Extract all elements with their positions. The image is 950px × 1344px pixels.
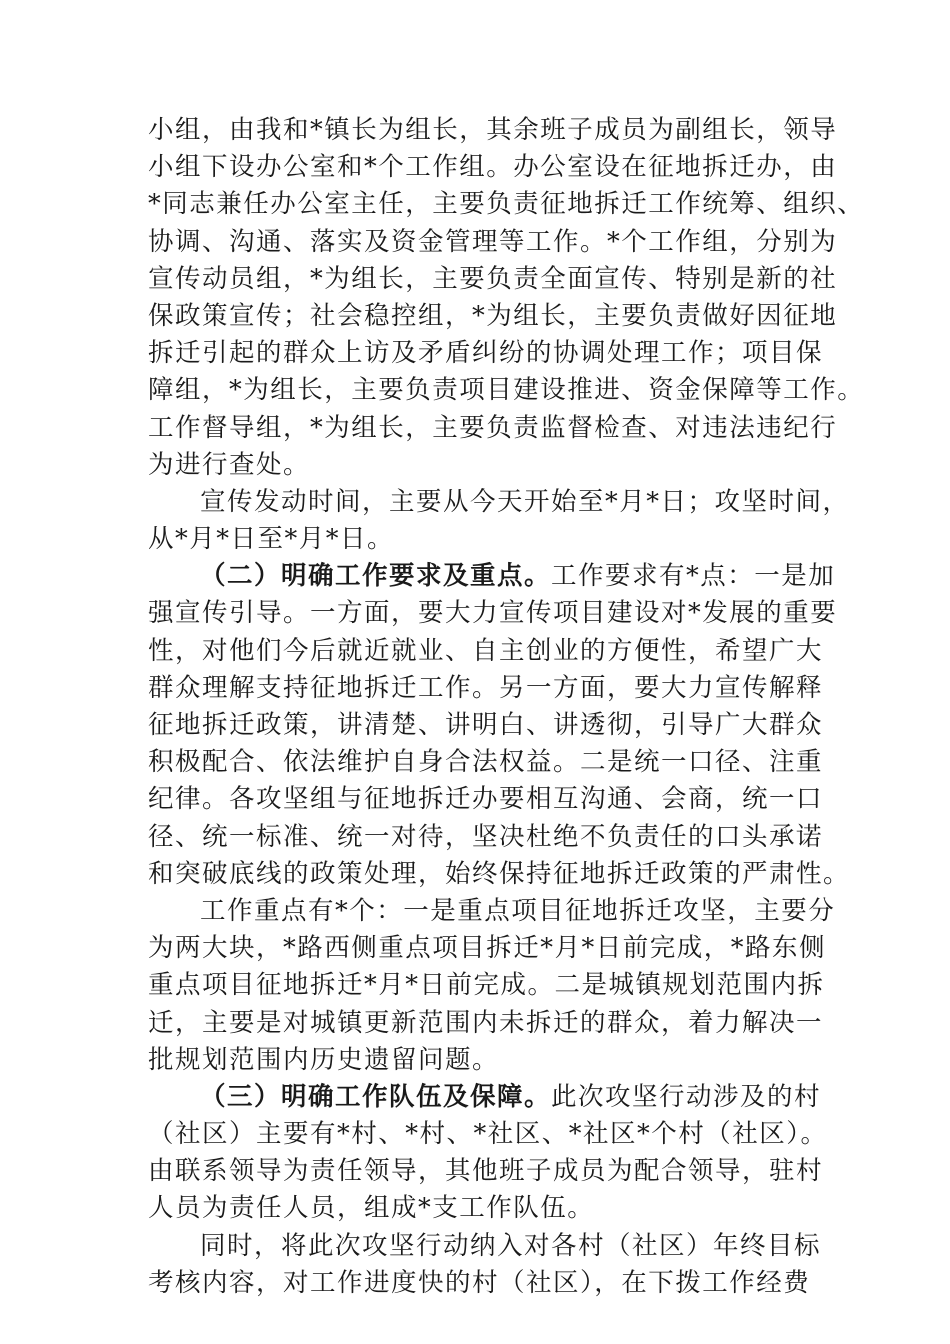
text-line: 重点项目征地拆迁*月*日前完成。二是城镇规划范围内拆 [148,970,825,1001]
text-line: 强宣传引导。一方面，要大力宣传项目建设对*发展的重要 [148,598,838,629]
text-line: 性，对他们今后就近就业、自主创业的方便性，希望广大 [148,635,824,666]
text-line [148,558,836,595]
paragraph-team [148,1079,828,1228]
document-body [148,112,865,1302]
text-line: （社区）主要有*村、*村、*社区、*社区*个村（社区）。 [148,1119,828,1150]
text-line: 保政策宣传；社会稳控组，*为组长，主要负责做好因征地 [148,300,838,331]
text-line: 考核内容，对工作进度快的村（社区），在下拨工作经费 [148,1267,811,1298]
text-line: 宣传发动时间，主要从今天开始至*月*日；攻坚时间， [200,486,850,517]
text-line: 宣传动员组，*为组长，主要负责全面宣传、特别是新的社 [148,263,838,294]
text-line: 积极配合、依法维护自身合法权益。二是统一口径、注重 [148,747,824,778]
text-line [148,1079,822,1116]
text-line: 径、统一标准、统一对待，坚决杜绝不负责任的口头承诺 [148,821,824,852]
text-line: 征地拆迁政策，讲清楚、讲明白、讲透彻，引导广大群众 [148,710,824,740]
text-line: 同时，将此次攻坚行动纳入对各村（社区）年终目标 [200,1230,822,1261]
text-line: 工作督导组，*为组长，主要负责监督检查、对违法违纪行 [148,412,838,443]
text-line: 从*月*日至*月*日。 [148,524,395,555]
text-run: 此次攻坚行动涉及的村 [551,1081,822,1112]
text-line: 协调、沟通、落实及资金管理等工作。*个工作组，分别为 [148,226,838,257]
text-line: *同志兼任办公室主任，主要负责征地拆迁工作统筹、组织、 [148,189,865,220]
text-line: 和突破底线的政策处理，始终保持征地拆迁政策的严肃性。 [148,858,851,889]
paragraph-assessment [148,1228,822,1302]
text-line: 批规划范围内历史遗留问题。 [148,1044,500,1075]
text-line: 人员为责任人员，组成*支工作队伍。 [148,1193,595,1224]
paragraph-timeline [148,484,850,558]
text-line: 纪律。各攻坚组与征地拆迁办要相互沟通、会商，统一口 [148,784,824,815]
text-line: 拆迁引起的群众上访及矛盾纠纷的协调处理工作；项目保 [148,338,824,369]
section-heading: （二）明确工作要求及重点。 [200,561,552,592]
text-run: 工作要求有*点：一是加 [551,561,836,592]
text-line: 小组，由我和*镇长为组长，其余班子成员为副组长，领导 [148,115,838,145]
text-line: 为两大块，*路西侧重点项目拆迁*月*日前完成，*路东侧 [148,933,827,964]
text-line: 障组，*为组长，主要负责项目建设推进、资金保障等工作。 [148,375,865,406]
section-heading: （三）明确工作队伍及保障。 [200,1081,552,1112]
text-line: 迁，主要是对城镇更新范围内未拆迁的群众，着力解决一 [148,1007,824,1038]
paragraph-key-points [148,893,836,1079]
paragraph-requirements [148,558,851,893]
paragraph-work-groups [148,112,865,484]
text-line: 群众理解支持征地拆迁工作。另一方面，要大力宣传解释 [148,672,824,703]
text-line: 由联系领导为责任领导，其他班子成员为配合领导，驻村 [148,1156,824,1187]
text-line: 工作重点有*个：一是重点项目征地拆迁攻坚，主要分 [200,895,836,926]
text-line: 小组下设办公室和*个工作组。办公室设在征地拆迁办，由 [148,152,838,183]
text-line: 为进行查处。 [148,449,311,480]
